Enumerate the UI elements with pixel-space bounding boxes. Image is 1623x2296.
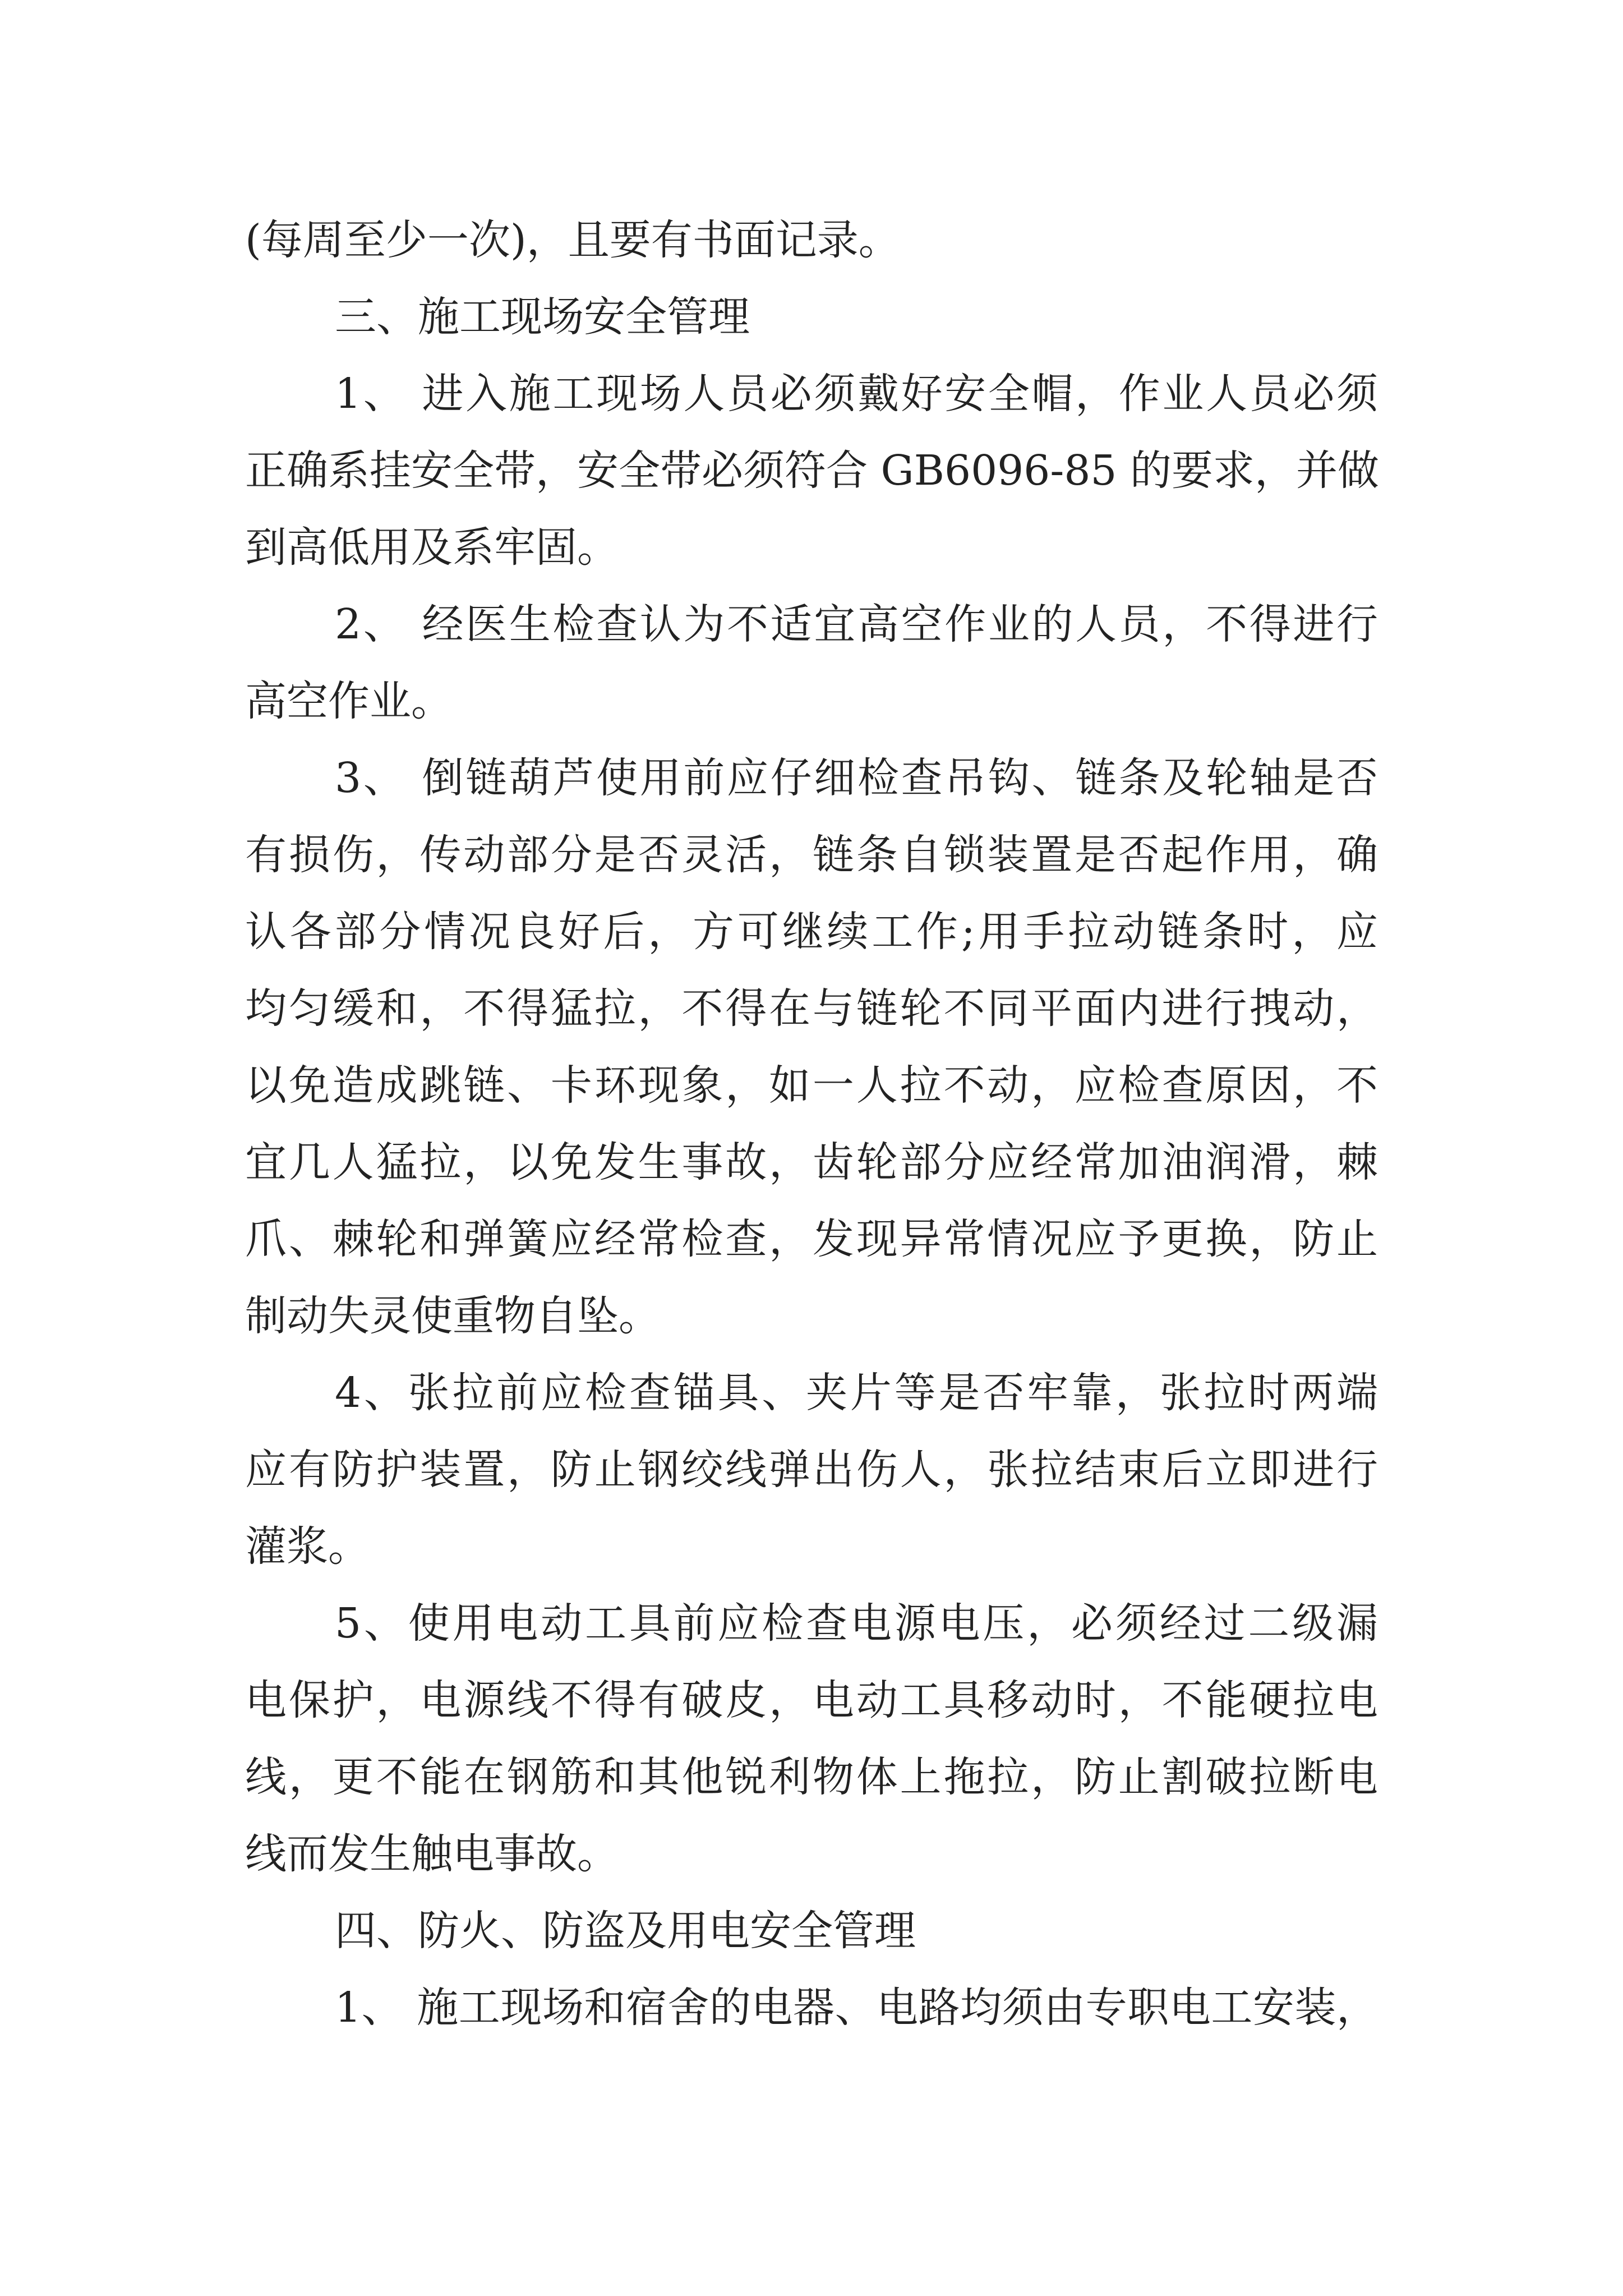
text-line: 1、 施工现场和宿舍的电器、电路均须由专职电工安装， [335,1984,1378,2032]
text-line: 电保护，电源线不得有破皮，电动工具移动时，不能硬拉电 [245,1676,1378,1724]
text-line: 应有防护装置，防止钢绞线弹出伤人，张拉结束后立即进行 [245,1446,1378,1494]
text-line: 认各部分情况良好后，方可继续工作;用手拉动链条时，应 [245,908,1378,956]
text-line: 5、使用电动工具前应检查电源电压，必须经过二级漏 [335,1599,1378,1648]
text-line: 3、 倒链葫芦使用前应仔细检查吊钩、链条及轮轴是否 [335,754,1378,802]
text-line: 高空作业。 [245,677,453,725]
text-line: 灌浆。 [245,1522,370,1571]
text-line: 爪、棘轮和弹簧应经常检查，发现异常情况应予更换，防止 [245,1215,1378,1263]
text-line: 4、张拉前应检查锚具、夹片等是否牢靠，张拉时两端 [335,1369,1378,1417]
text-line: 四、防火、防盗及用电安全管理 [335,1907,916,1955]
text-line: 正确系挂安全带，安全带必须符合 GB6096-85 的要求，并做 [245,447,1380,495]
text-line: 以免造成跳链、卡环现象，如一人拉不动，应检查原因，不 [245,1061,1378,1110]
text-line: 线，更不能在钢筋和其他锐利物体上拖拉，防止割破拉断电 [245,1753,1378,1801]
text-line: 2、 经医生检查认为不适宜高空作业的人员，不得进行 [335,600,1378,648]
text-line: 到高低用及系牢固。 [245,523,619,572]
text-line: 制动失灵使重物自坠。 [245,1292,660,1340]
text-line: 有损伤，传动部分是否灵活，链条自锁装置是否起作用，确 [245,831,1378,879]
document-body [245,202,1378,2046]
text-line: 线而发生触电事故。 [245,1830,619,1878]
text-line: (每周至少一次)，且要有书面记录。 [245,216,900,264]
text-line: 1、 进入施工现场人员必须戴好安全帽，作业人员必须 [335,370,1378,418]
text-line: 三、施工现场安全管理 [335,293,750,341]
text-line: 均匀缓和，不得猛拉，不得在与链轮不同平面内进行拽动， [245,984,1378,1033]
text-line: 宜几人猛拉，以免发生事故，齿轮部分应经常加油润滑，棘 [245,1138,1378,1186]
